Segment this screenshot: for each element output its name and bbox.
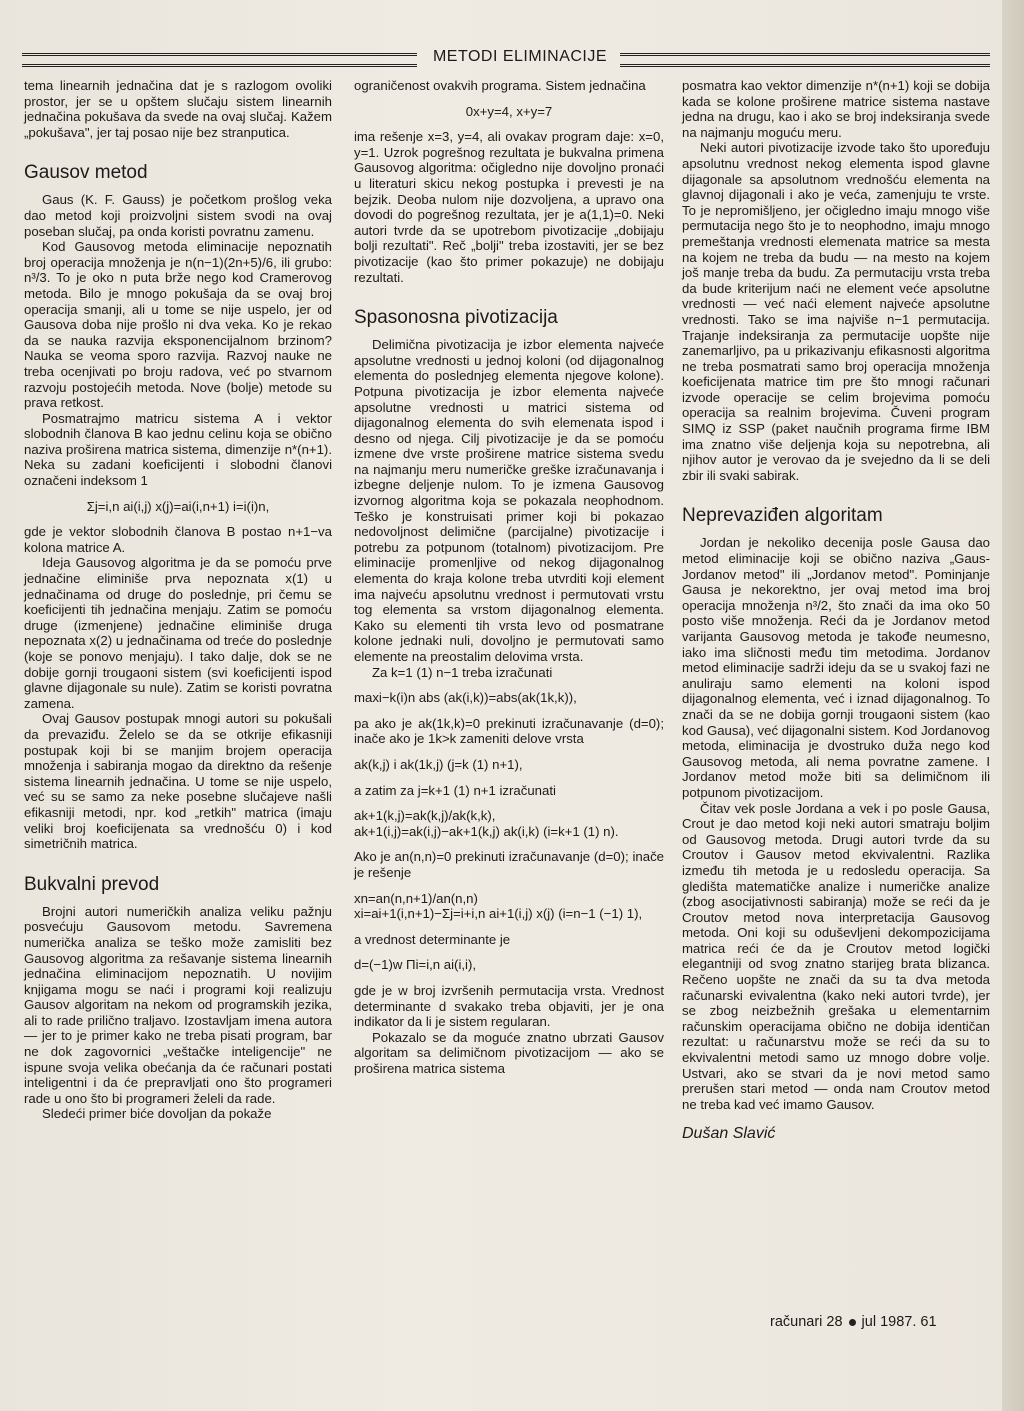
paragraph: ima rešenje x=3, y=4, ali ovakav program daje: x=0, y=1. Uzrok pogrešnog rezultata je bukvalna primena Gausovog algoritma: očigledno nije dovoljno pronaći u literaturi skicu nekog postupka i prevesti je na bejzik. Deoba nulom nije dozvoljena, a upravo ona dovodi do pogrešnog rezultata, jer je a(1,1)=0. Neki autori tvrde da se upotrebom pivotizacije „dobijaju bolji rezultati". Reč „bolji" treba izostaviti, jer se bez pivotizacije (kao što primer pokazuje) ne dobijaju rezultati. xyxy=(354,129,664,285)
paragraph: Delimična pivotizacija je izbor elementa najveće apsolutne vrednosti u jednoj koloni (od dijagonalnog elementa do poslednjeg elementa njegove kolone). Potpuna pivotizacija je izbor elementa najveće apsolutne vrednosti u matrici sistema od dijagonalnog elementa do svih elemenata ispod i desno od njega. Cilj pivotizacije je da se pomoću izmene dve vrste proširene matrice sistema svedu na najmanju meru numeričke greške izračunavanja i izbegne deljenje nulom. To je izmena Gausovog izvornog algoritma koja se pokazala neophodnom. Teško je konstruisati primer koji bi pokazao nedovoljnost delimične (parcijalne) pivotizacije i potrebu za potpunom (totalnom) pivotizacijom. Pre eliminacije promenljive od nekog dijagonalnog elementa do kraja kolone treba utvrditi koji element ima najveću apsolutnu vrednost i permutovati vrstu tog elementa sa vrstom dijagonalnog elementa. Kako su elementi tih vrsta levo od posmatrane kolone jednaki nuli, dovoljno je permutovati samo elemente na preostalim delovima vrsta. xyxy=(354,337,664,664)
magazine-name: računari 28 xyxy=(770,1314,843,1330)
paragraph: Posmatrajmo matricu sistema A i vektor slobodnih članova B kao jednu celinu koja se obično naziva proširena matrica sistema, dimenzije n*(n+1). Neka su zadani koeficijenti i slobodni članovi označeni indeksom 1 xyxy=(24,410,332,489)
paragraph: ograničenost ovakvih programa. Sistem jednačina xyxy=(354,78,646,93)
equation: ak(k,j) i ak(1k,j) (j=k (1) n+1), xyxy=(354,756,523,772)
section-title: METODI ELIMINACIJE xyxy=(432,48,608,65)
heading-neprevazidjen-algoritam: Neprevaziđen algoritam xyxy=(682,505,883,527)
paragraph: Kod Gausovog metoda eliminacije nepoznatih broj operacija množenja je n(n−1)(2n+5)/6, ili grubo: n³/3. To je oko n puta brže nego kod Cramerovog metoda. Bilo je mnogo pokušaja da se ovaj broj operacija smanji, ali u tome se nije uspelo, jer od Gausova doba nije prošlo ni dva veka. Ko je rekao da se nauka razvija eksponencijalnom brzinom? Nauka se veoma sporo razvija. Razvoj nauke ne treba ocenjivati po broju radova, već po stvarnom razvoju postojećih metoda. Nove (bolje) metode su prava retkost. xyxy=(24,239,332,411)
column-1 xyxy=(24,78,332,1122)
issue-date: jul 1987. xyxy=(861,1314,917,1330)
heading-spasonosna-pivotizacija: Spasonosna pivotizacija xyxy=(354,307,558,329)
page-footer xyxy=(770,1314,937,1330)
heading-gausov-metod: Gausov metod xyxy=(24,162,148,184)
author-signature: Dušan Slavić xyxy=(682,1125,776,1143)
paragraph: gde je vektor slobodnih članova B postao n+1−va kolona matrice A. xyxy=(24,524,332,555)
paragraph: Sledeći primer biće dovoljan da pokaže xyxy=(42,1106,272,1122)
section-header xyxy=(22,48,990,70)
paragraph: Gaus (K. F. Gauss) je početkom prošlog veka dao metod koji proizvoljni sistem svodi na ovaj poseban slučaj, pa onda koristi povratnu zamenu. xyxy=(24,192,332,239)
heading-bukvalni-prevod: Bukvalni prevod xyxy=(24,873,160,895)
paragraph: posmatra kao vektor dimenzije n*(n+1) koji se dobija kada se kolone proširene matrice sistema nastave jedna na drugu, kao i ako se broj indeksiranja svede na najmanju moguću meru. xyxy=(682,78,990,140)
paragraph: Za k=1 (1) n−1 treba izračunati xyxy=(372,664,553,680)
equation: Σj=i,n ai(i,j) x(j)=ai(i,n+1) i=i(i)n, xyxy=(86,498,270,514)
page-number: 61 xyxy=(920,1314,937,1330)
column-3 xyxy=(682,78,990,1142)
paragraph: Pokazalo se da moguće znatno ubrzati Gausov algoritam sa delimičnom pivotizacijom — ako se proširena matrica sistema xyxy=(354,1029,664,1076)
equation: d=(−1)w Πi=i,n ai(i,i), xyxy=(354,957,477,973)
header-rule-left xyxy=(22,53,417,67)
paragraph: a zatim za j=k+1 (1) n+1 izračunati xyxy=(354,782,556,798)
header-rule-right xyxy=(620,53,990,67)
page-edge xyxy=(1002,0,1024,1411)
equation: xn=an(n,n+1)/an(n,n) xyxy=(354,890,478,906)
equation: 0x+y=4, x+y=7 xyxy=(465,103,553,119)
bullet-icon xyxy=(849,1319,856,1326)
paragraph: Ako je an(n,n)=0 prekinuti izračunavanje (d=0); inače je rešenje xyxy=(354,849,664,880)
paragraph: Čitav vek posle Jordana a vek i po posle Gausa, Crout je dao metod koji neki autori smatraju boljim od Gausovog metoda. Drugi autori tvrde da su Croutov i Gausov metod ekvivalentni. Razlika između tih metoda je u redosledu operacija. Sa gledišta matematičke analize i numeričke analize (zbog asocijativnosti sabiranja) može se reći da je Croutov metod nova interpretacija Gausovog metoda. Oni koji su oduševljeni dekompozicijama matrica reći će da je Croutov metod logički elegantniji od svog znatno starijeg brata blizanca. Rečeno uopšte ne znači da su ta dva metoda računarski evivalentna (kako neki autori tvrde), jer se zbog neizbežnih grešaka u elementarnim računskim operacijama obično ne dobija identičan rezultat: u računarstvu može se reći da su to ekvivalentni metodi samo uz mnogo dobre volje. Ustvari, ako se stvari da je novi metod samo prerušen stari metod — onda nam Croutov metod ne treba kad već imamo Gausov. xyxy=(682,800,990,1112)
equation: xi=ai+1(i,n+1)−Σj=i+i,n ai+1(i,j) x(j) (i=n−1 (−1) 1), xyxy=(354,906,643,922)
paragraph: a vrednost determinante je xyxy=(354,931,511,947)
paragraph: Neki autori pivotizacije izvode tako što upoređuju apsolutnu vrednost nekog elementa ispod glavne dijagonale sa apsolutnom vrednošću elementa na glavnoj dijagonali i ako je veća, zamenjuju te vrste. To je nepromišljeno, jer očigledno imaju mnogo više permutacija nego što je to neophodno, imaju mnogo premeštanja vrednosti elemenata matrice sa mesta na kojem ne treba da budu — na mesto na kojem još manje treba da budu. Za permutaciju vrsta treba da bude kriterijum naći ne element veće apsolutne vrednosti — već naći element najveće apsolutne vrednosti. Tako se ima najviše n−1 permutacija. Trajanje indeksiranja za permutacije uopšte nije zanemarljivo, pa u prikazivanju efikasnosti algoritma ne treba posmatrati samo broj operacija množenja koeficijenata matrice tim pre što mnogi računari izvode operacije se celim brojevima pomoću operacija sa realnim brojevima. Čuveni program SIMQ iz SSP (paket naučnih programa firme IBM ima znatno više deljenja koja su nepotrebna, ali njihov autor je verovao da je svejedno da li se deli zbir ili svaki sabirak. xyxy=(682,140,990,483)
paragraph: tema linearnih jednačina dat je s razlogom ovoliki prostor, jer se u opštem slučaju sistem linearnih jednačina pokušava da svede na ovaj slučaj. Kažem „pokušava", jer taj posao nije bez stranputica. xyxy=(24,78,332,140)
column-2 xyxy=(354,78,664,1076)
equation: ak+1(k,j)=ak(k,j)/ak(k,k), xyxy=(354,808,496,824)
equation: ak+1(i,j)=ak(i,j)−ak+1(k,j) ak(i,k) (i=k+1 (1) n). xyxy=(354,823,619,839)
paragraph: Ideja Gausovog algoritma je da se pomoću prve jednačine eliminiše prva nepoznata x(1) u jednačinama od druge do poslednje, pri čemu se koeficijenti tih jednačina menjaju. Zatim se pomoću druge (izmenjene) jednačine eliminiše druga nepoznata x(2) u jednačinama od treće do poslednje (koje se ponovo menjaju). I tako dalje, dok se ne dobije gornji trougaoni sistem (svi koeficijenti ispod glavne dijagonale su nule). Zatim se koristi povratna zamena. xyxy=(24,555,332,711)
paragraph: Ovaj Gausov postupak mnogi autori su pokušali da prevaziđu. Želelo se da se otkrije efikasniji postupak koji bi se manjim brojem operacija množenja i sabiranja mogao da direktno da rešenje sistema linearnih jednačina. U tome se nije uspelo, već su se samo za neke posebne slučajeve našli efikasniji metodi, npr. kod „retkih" matrica (imaju veliki broj koeficijenata sa vrednošću 0) i kod simetričnih matrica. xyxy=(24,711,332,852)
paragraph: Brojni autori numeričkih analiza veliku pažnju posvećuju Gausovom metodu. Savremena numerička analiza se teško može zamisliti bez Gausovog algoritma za rešavanje sistema linearnih jednačina eliminacijom nepoznatih. U novijim knjigama mogu se naći i programi koji realizuju Gausov algoritam na nekom od programskih jezika, ali to rade prilično traljavo. Izostavljam imena autora — jer to je primer kako ne treba pisati program, bar ne dok zagovornici „veštačke inteligencije" ne ispune svoja velika obećanja da će računari postati inteligentni i da će prepravljati ono što programeri rade u ono što bi programeri želeli da rade. xyxy=(24,903,332,1106)
paragraph: pa ako je ak(1k,k)=0 prekinuti izračunavanje (d=0); inače ako je 1k>k zameniti delove vrsta xyxy=(354,715,664,747)
paragraph: Jordan je nekoliko decenija posle Gausa dao metod eliminacije koji se obično naziva „Gaus-Jordanov metod" ili „Jordanov metod". Pominjanje Gausa je nekorektno, jer ovaj metod ima broj operacija množenja n³/2, što znači da ima oko 50 posto više množenja. Reći da je Jordanov metod varijanta Gausovog metoda je takođe neumesno, iako ima sličnosti među tim metodima. Jordanov metod eliminacije sadrži ideju da se u svakoj fazi ne anuliraju samo elementi na koloni ispod dijagonalnog elementa, već i iznad dijagonalnog. To znači da se ne dobija gornji trougaoni sistem (kao kod Gausa), već dijagonalni sistem. Kod Jordanovog metoda, eliminacija je dvostruko duža nego kod Gausovog metoda, ali nema povratne zamene. I Jordanov metod može biti sa delimičnom ili potpunom pivotizacijom. xyxy=(682,535,990,800)
paragraph: gde je w broj izvršenih permutacija vrsta. Vrednost determinante d svakako treba objaviti, jer je ona indikator da li je sistem regularan. xyxy=(354,982,664,1030)
equation: maxi−k(i)n abs (ak(i,k))=abs(ak(1k,k)), xyxy=(354,690,577,706)
